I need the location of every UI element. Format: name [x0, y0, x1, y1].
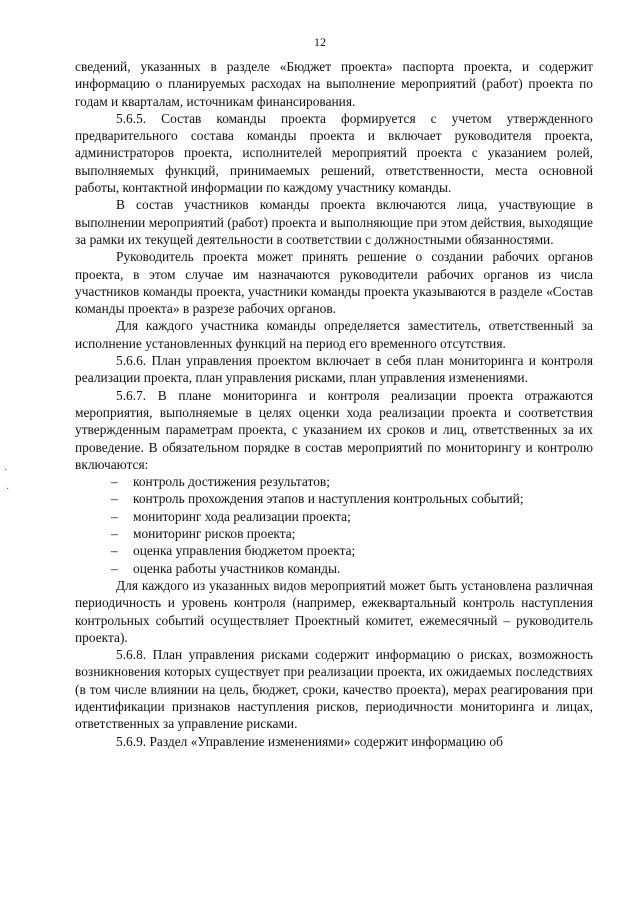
list-item-text: мониторинг хода реализации проекта; [133, 508, 351, 524]
list-item [75, 525, 593, 542]
paragraph-last-line: 5.6.9. Раздел «Управление изменениями» содержит информацию об [116, 733, 503, 749]
paragraph: Для каждого из указанных видов мероприятий может быть установлена различная периодичность и уровень контроля (например, ежеквартальный контроль наступления контрольных событий осуществляет Проектный комитет, ежемесячный – руководитель проекта). [75, 577, 593, 645]
list-dash: – [111, 508, 118, 524]
list-item-text: контроль достижения результатов; [133, 474, 330, 490]
paragraph: 5.6.6. План управления проектом включает в себя план мониторинга и контроля реализации проекта, план управления рисками, план управления изменениями. [75, 353, 593, 386]
list-dash: – [111, 526, 118, 542]
list-dash: – [111, 491, 118, 507]
monitoring-list [75, 473, 593, 577]
list-item [75, 542, 593, 559]
list-dash: – [111, 543, 118, 559]
scan-speck: · [4, 465, 8, 476]
list-item [75, 490, 593, 507]
list-item [75, 473, 593, 490]
document-body [75, 58, 593, 750]
page-number: 12 [314, 35, 326, 49]
list-dash: – [111, 560, 118, 576]
list-item-text: оценка работы участников команды. [133, 560, 341, 576]
list-item-text: контроль прохождения этапов и наступления контрольных событий; [133, 491, 524, 507]
paragraph: 5.6.7. В плане мониторинга и контроля реализации проекта отражаются мероприятия, выполняемые в целях оценки хода реализации проекта и соответствия утвержденным параметрам проекта, с указанием их сроков и лиц, ответственных за их проведение. В обязательном порядке в состав мероприятий по мониторингу и контролю включаются: [75, 387, 593, 472]
paragraph: Для каждого участника команды определяется заместитель, ответственный за исполнение установленных функций на период его временного отсутствия. [75, 318, 593, 351]
list-item [75, 560, 593, 577]
paragraph: Руководитель проекта может принять решение о создании рабочих органов проекта, в этом случае им назначаются руководители рабочих органов из числа участников команды проекта, участники команды проекта указываются в разделе «Состав команды проекта» в разрезе рабочих органов. [75, 249, 593, 317]
paragraph: 5.6.8. План управления рисками содержит информацию о рисках, возможность возникновения которых существует при реализации проекта, их ожидаемых последствиях (в том числе влиянии на цель, бюджет, сроки, качество проекта), мерах реагирования при идентификации признаков наступления рисков, периодичности мониторинга и лицах, ответственных за управление рисками. [75, 647, 593, 732]
scan-speck: · [6, 484, 10, 495]
paragraph: сведений, указанных в разделе «Бюджет проекта» паспорта проекта, и содержит информацию о планируемых расходах на выполнение мероприятий (работ) проекта по годам и кварталам, источникам финансирования. [75, 59, 593, 109]
list-item-text: мониторинг рисков проекта; [133, 526, 296, 542]
list-dash: – [111, 474, 118, 490]
list-item-text: оценка управления бюджетом проекта; [133, 543, 356, 559]
list-item [75, 508, 593, 525]
paragraph: 5.6.5. Состав команды проекта формируется с учетом утвержденного предварительного состава команды проекта и включает руководителя проекта, администраторов проекта, исполнителей мероприятий проекта с указанием ролей, выполняемых функций, принимаемых решений, ответственности, места основной работы, контактной информации по каждому участнику команды. [75, 110, 593, 196]
paragraph: В состав участников команды проекта включаются лица, участвующие в выполнении мероприятий (работ) проекта и выполняющие при этом действия, выходящие за рамки их текущей деятельности в соответствии с должностными обязанностями. [75, 197, 593, 247]
